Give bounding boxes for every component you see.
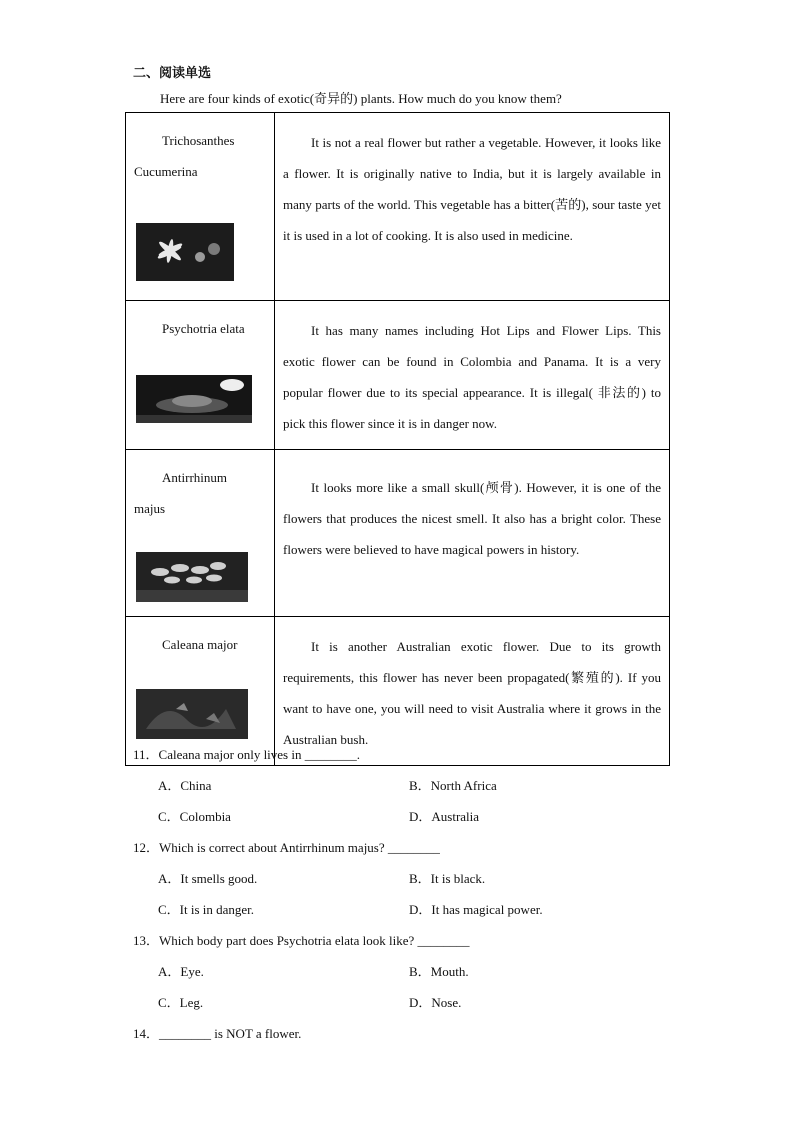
table-row bbox=[126, 301, 670, 450]
question-text: 12．Which is correct about Antirrhinum majus? ________ bbox=[133, 840, 440, 855]
table-row bbox=[126, 450, 670, 617]
plant-name-cell bbox=[126, 113, 275, 301]
options-row bbox=[133, 806, 693, 837]
plant-photo bbox=[136, 375, 252, 423]
question-text: 14．________ is NOT a flower. bbox=[133, 1026, 302, 1041]
plant-name: Antirrhinum bbox=[162, 470, 227, 485]
options-row bbox=[133, 868, 693, 899]
option-d[interactable]: D．Australia bbox=[409, 809, 480, 824]
option-a[interactable]: A．Eye. bbox=[158, 964, 204, 979]
option-a[interactable]: A．China bbox=[158, 778, 212, 793]
intro-text: Here are four kinds of exotic(奇异的) plants. How much do you know them? bbox=[160, 91, 562, 106]
option-b[interactable]: B．Mouth. bbox=[409, 964, 469, 979]
option-a[interactable]: A．It smells good. bbox=[158, 871, 258, 886]
plant-name: Trichosanthes bbox=[162, 133, 235, 148]
section-title: 二、阅读单选 bbox=[133, 66, 212, 81]
option-c[interactable]: C．Colombia bbox=[158, 809, 231, 824]
flower-photo-icon bbox=[136, 223, 234, 281]
flower-photo-icon bbox=[136, 689, 248, 739]
plant-description-cell bbox=[275, 113, 670, 301]
plant-name: Psychotria elata bbox=[162, 321, 245, 336]
plant-name-cell bbox=[126, 450, 275, 617]
options-row bbox=[133, 899, 693, 930]
option-b[interactable]: B．It is black. bbox=[409, 871, 486, 886]
plant-description: It looks more like a small skull(颅骨). However, it is one of the flowers that produces the nicest smell. It also has a bright color. These flowers were believed to have magical powers in history. bbox=[283, 480, 661, 557]
plant-description: It has many names including Hot Lips and Flower Lips. This exotic flower can be found in Colombia and Panama. It is a very popular flower due to its special appearance. It is illegal( 非法的) to pick this flower since it is in danger now. bbox=[283, 323, 661, 431]
questions-list bbox=[133, 744, 693, 1054]
plant-description-cell bbox=[275, 450, 670, 617]
plant-name: Caleana major bbox=[162, 637, 238, 652]
plant-name-cell bbox=[126, 301, 275, 450]
plant-name-cont: majus bbox=[134, 501, 166, 516]
option-c[interactable]: C．It is in danger. bbox=[158, 902, 255, 917]
plant-description-cell bbox=[275, 301, 670, 450]
question-text: 13．Which body part does Psychotria elata look like? ________ bbox=[133, 933, 470, 948]
option-d[interactable]: D．Nose. bbox=[409, 995, 462, 1010]
options-row bbox=[133, 961, 693, 992]
plant-name-cont: Cucumerina bbox=[134, 164, 198, 179]
options-row bbox=[133, 775, 693, 806]
table-row bbox=[126, 113, 670, 301]
plant-photo bbox=[136, 689, 248, 739]
option-d[interactable]: D．It has magical power. bbox=[409, 902, 543, 917]
plant-photo bbox=[136, 223, 234, 281]
option-c[interactable]: C．Leg. bbox=[158, 995, 204, 1010]
flower-photo-icon bbox=[136, 552, 248, 602]
question-text: 11．Caleana major only lives in ________. bbox=[133, 747, 360, 762]
flower-photo-icon bbox=[136, 375, 252, 423]
plant-description: It is another Australian exotic flower. Due to its growth requirements, this flower has never been propagated(繁殖的). If you want to have one, you will need to visit Australia where it grows in the Australian bush. bbox=[283, 639, 661, 747]
plant-photo bbox=[136, 552, 248, 602]
plant-description: It is not a real flower but rather a vegetable. However, it looks like a flower. It is originally native to India, but it is largely available in many parts of the world. This vegetable has a bitter(苦的), sour taste yet it is used in a lot of cooking. It is also used in medicine. bbox=[283, 135, 661, 243]
option-b[interactable]: B．North Africa bbox=[409, 778, 497, 793]
plants-table bbox=[125, 112, 670, 766]
options-row bbox=[133, 992, 693, 1023]
